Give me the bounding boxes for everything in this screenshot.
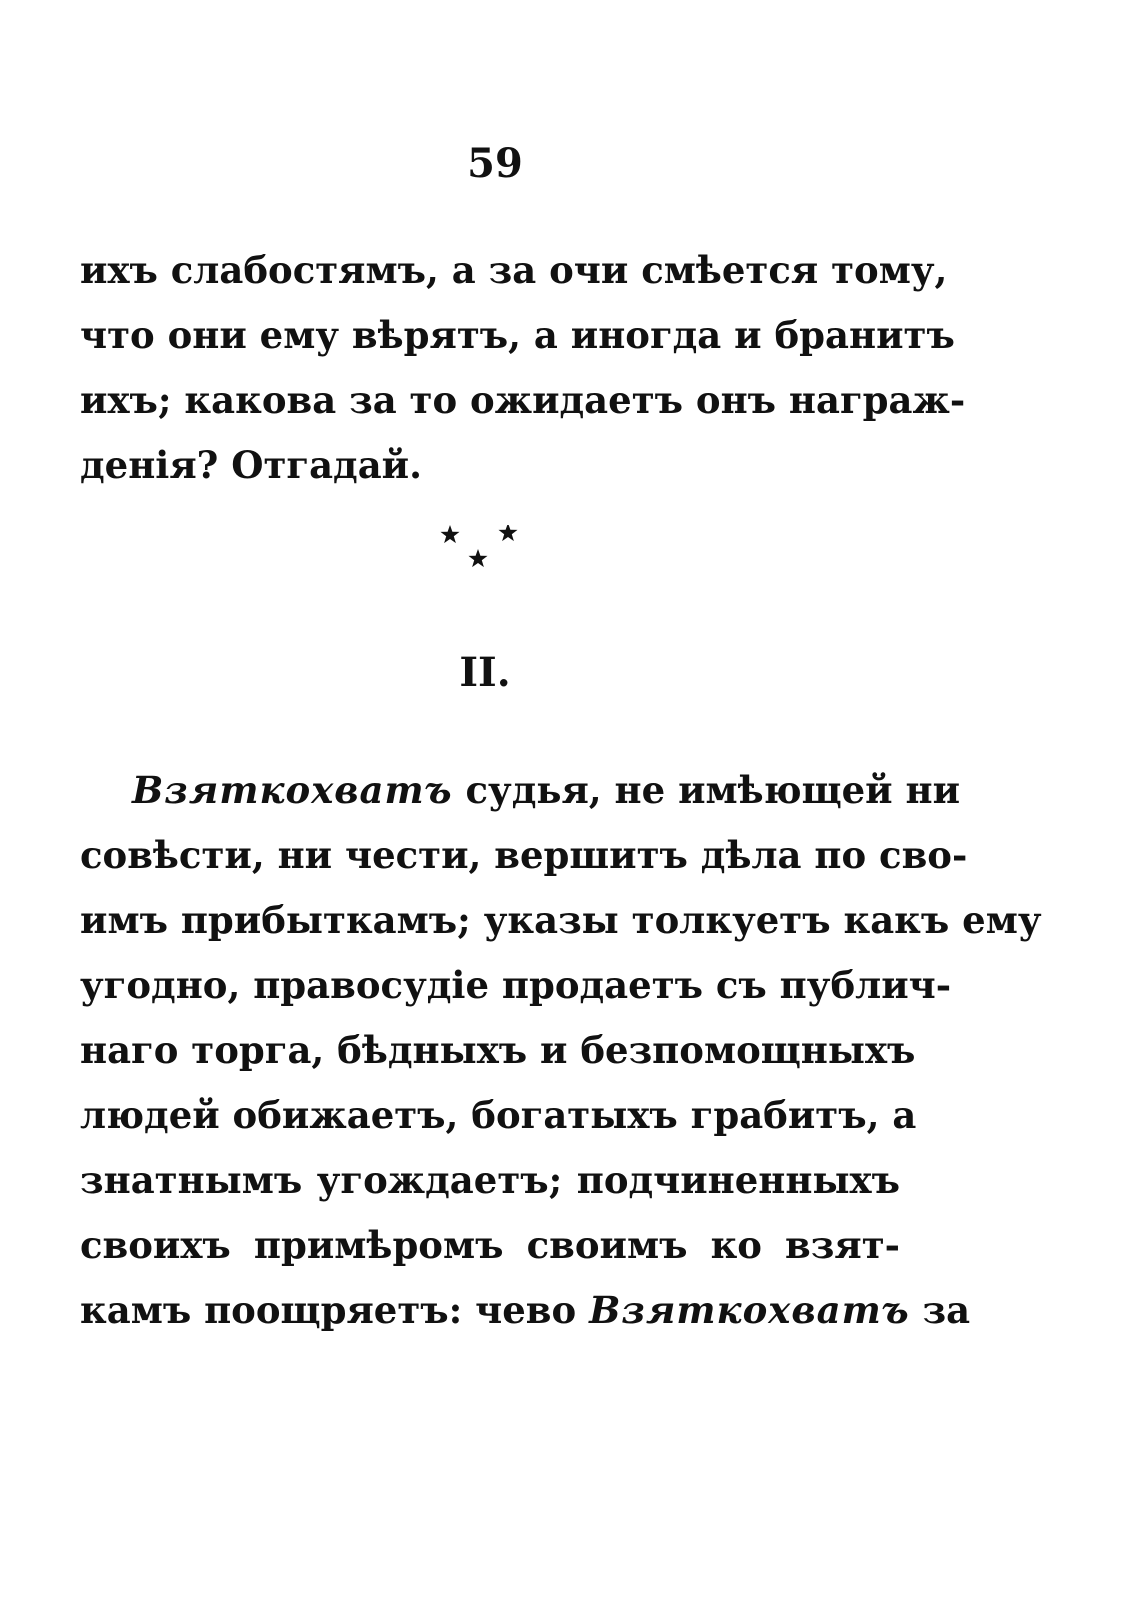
text-line: совѣсти, ни чести, вершитъ дѣла по сво- (80, 833, 968, 877)
text-fragment: камъ поощряетъ: чево (80, 1288, 590, 1332)
text-line: имъ прибыткамъ; указы толкуетъ какъ ему (80, 898, 1042, 942)
text-line: своихъ примѣромъ своимъ ко взят- (80, 1223, 900, 1267)
paragraph-main (80, 758, 1042, 1343)
text-fragment: судья, не имѣющей ни (452, 768, 961, 812)
text-line: что они ему вѣрятъ, а иногда и бранитъ (80, 313, 955, 357)
text-line: ихъ; какова за то ожидаетъ онъ награж- (80, 378, 966, 422)
text-line: ихъ слабостямъ, а за очи смѣется тому, (80, 248, 948, 292)
text-line: угодно, правосудіе продаетъ съ публич- (80, 963, 952, 1007)
text-line: наго торга, бѣдныхъ и безпомощныхъ (80, 1028, 916, 1072)
section-heading: II. (459, 649, 511, 696)
text-line: денія? Отгадай. (80, 443, 422, 487)
text-line: знатнымъ угождаетъ; подчиненныхъ (80, 1158, 900, 1202)
page-number: 59 (467, 140, 523, 187)
paragraph-continuation (80, 238, 966, 498)
text-line-last (80, 1278, 971, 1343)
term-italic: Взяткохватъ (589, 1288, 910, 1332)
text-line-first (80, 758, 961, 823)
text-line: людей обижаетъ, богатыхъ грабитъ, а (80, 1093, 917, 1137)
term-italic: Взяткохватъ (132, 768, 453, 812)
asterism-icon (440, 525, 530, 585)
text-fragment: за (909, 1288, 971, 1332)
